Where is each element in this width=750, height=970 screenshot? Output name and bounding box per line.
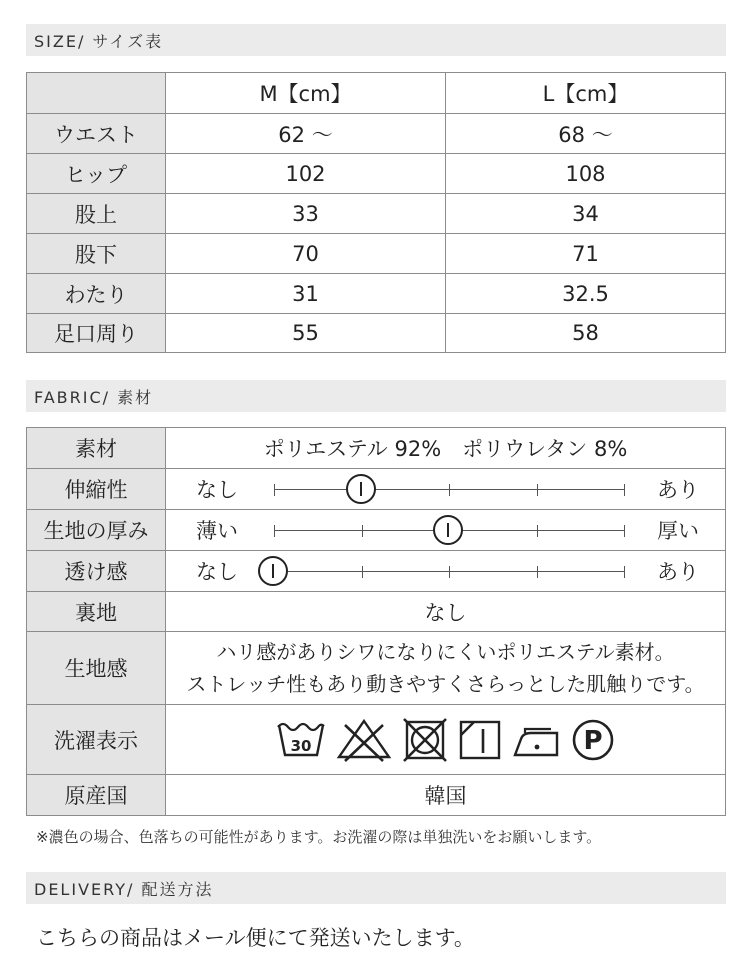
fabric-feel-value: [166, 632, 726, 705]
size-value-l: 32.5: [446, 274, 726, 314]
size-row-label: ヒップ: [27, 154, 166, 194]
size-row-label: わたり: [27, 274, 166, 314]
fabric-row-feel: [27, 632, 726, 705]
scale-indicator-knob: [258, 556, 288, 586]
scale-tick: [537, 525, 538, 537]
size-row-rise: [27, 194, 726, 234]
fabric-row-lining: [27, 592, 726, 632]
dry-clean-p-icon: [569, 717, 617, 763]
wash-temp-text: 30: [290, 736, 311, 755]
fabric-sheerness-label: 透け感: [27, 551, 166, 592]
fabric-row-origin: [27, 775, 726, 816]
delivery-section-header: DELIVERY/ 配送方法: [26, 872, 726, 904]
scale-right-label: あり: [657, 478, 699, 502]
size-value-m: 62 〜: [166, 114, 446, 154]
size-value-l: 34: [446, 194, 726, 234]
scale-tick: [449, 566, 450, 578]
sheerness-scale: [166, 551, 726, 592]
size-value-m: 55: [166, 314, 446, 353]
size-col-l: L【cm】: [446, 73, 726, 114]
size-value-m: 31: [166, 274, 446, 314]
iron-low-icon: [511, 717, 561, 763]
size-col-m: M【cm】: [166, 73, 446, 114]
size-row-thigh: [27, 274, 726, 314]
scale-tick: [537, 484, 538, 496]
line-dry-shade-icon: [457, 717, 503, 763]
size-table-header-row: [27, 73, 726, 114]
scale-tick: [362, 566, 363, 578]
size-value-m: 33: [166, 194, 446, 234]
size-row-inseam: [27, 234, 726, 274]
fabric-table: [26, 427, 726, 816]
size-row-label: 足口周り: [27, 314, 166, 353]
fabric-origin-label: 原産国: [27, 775, 166, 816]
scale-track: [274, 530, 624, 531]
fabric-row-sheerness: [27, 551, 726, 592]
size-table: [26, 72, 726, 353]
scale-tick: [624, 484, 625, 496]
scale-track: [274, 489, 624, 490]
no-bleach-icon: [335, 717, 393, 763]
size-section-header: SIZE/ サイズ表: [26, 24, 726, 56]
scale-tick: [624, 525, 625, 537]
scale-tick: [537, 566, 538, 578]
fabric-material-value: ポリエステル 92% ポリウレタン 8%: [166, 428, 726, 469]
size-table-corner: [27, 73, 166, 114]
scale-left-label: なし: [196, 560, 238, 584]
scale-track: [274, 571, 624, 572]
size-row-label: 股下: [27, 234, 166, 274]
fabric-row-stretch: [27, 469, 726, 510]
fabric-feel-line-2: ストレッチ性もあり動きやすくさらっとした肌触りです。: [186, 672, 705, 696]
wash-30-icon: [275, 717, 327, 763]
scale-right-label: あり: [657, 560, 699, 584]
fabric-care-label: 洗濯表示: [27, 705, 166, 775]
stretch-scale: [166, 469, 726, 510]
size-row-label: ウエスト: [27, 114, 166, 154]
size-value-m: 102: [166, 154, 446, 194]
fabric-row-thickness: [27, 510, 726, 551]
scale-right-label: 厚い: [657, 519, 699, 543]
fabric-feel-line-1: ハリ感がありシワになりにくいポリエステル素材。: [216, 640, 675, 664]
fabric-stretch-label: 伸縮性: [27, 469, 166, 510]
size-value-l: 58: [446, 314, 726, 353]
size-row-label: 股上: [27, 194, 166, 234]
fabric-material-label: 素材: [27, 428, 166, 469]
scale-indicator-knob: [346, 474, 376, 504]
scale-tick: [449, 484, 450, 496]
scale-tick: [624, 566, 625, 578]
size-value-l: 68 〜: [446, 114, 726, 154]
size-row-hem: [27, 314, 726, 353]
fabric-section-header: FABRIC/ 素材: [26, 380, 726, 412]
size-value-m: 70: [166, 234, 446, 274]
scale-left-label: なし: [196, 478, 238, 502]
scale-tick: [274, 484, 275, 496]
fabric-lining-value: なし: [166, 592, 726, 632]
size-row-hip: [27, 154, 726, 194]
size-value-l: 71: [446, 234, 726, 274]
fabric-row-care: [27, 705, 726, 775]
fabric-row-material: [27, 428, 726, 469]
thickness-scale: [166, 510, 726, 551]
fabric-lining-label: 裏地: [27, 592, 166, 632]
dry-clean-p-letter: P: [582, 725, 603, 756]
scale-indicator-knob: [433, 515, 463, 545]
delivery-text: こちらの商品はメール便にて発送いたします。: [36, 926, 475, 950]
scale-tick: [274, 525, 275, 537]
fabric-origin-value: 韓国: [166, 775, 726, 816]
care-icons: [166, 705, 726, 775]
no-tumble-dry-icon: [401, 717, 449, 763]
scale-tick: [362, 525, 363, 537]
scale-left-label: 薄い: [196, 519, 238, 543]
care-note: ※濃色の場合、色落ちの可能性があります。お洗濯の際は単独洗いをお願いします。: [36, 828, 602, 846]
size-value-l: 108: [446, 154, 726, 194]
size-row-waist: [27, 114, 726, 154]
fabric-feel-label: 生地感: [27, 632, 166, 705]
fabric-thickness-label: 生地の厚み: [27, 510, 166, 551]
